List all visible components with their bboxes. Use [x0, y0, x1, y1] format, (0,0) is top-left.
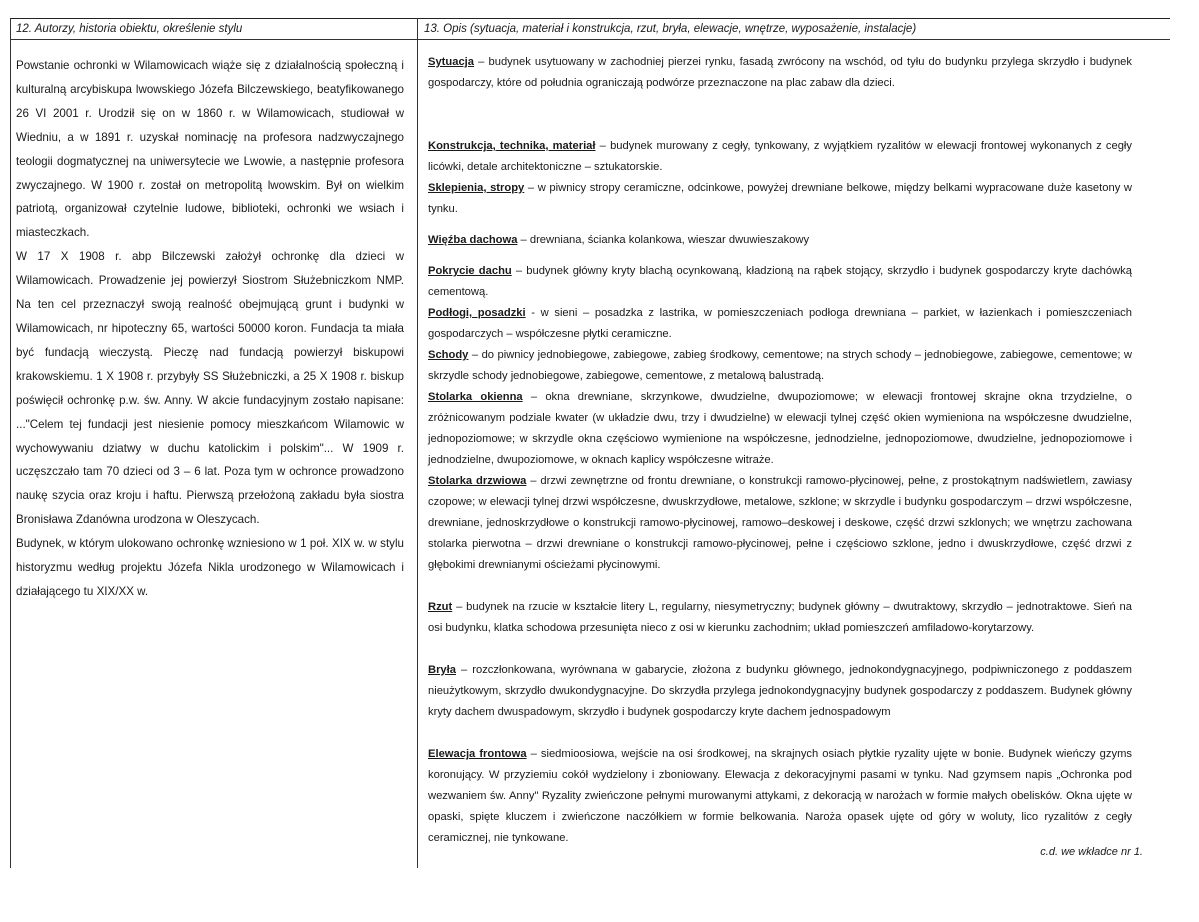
section-stairs: [428, 345, 1132, 387]
section-text: – drzwi zewnętrzne od frontu drewniane, o konstrukcji ramowo-płycinowej, pełne, z prostokątnym nadświetlem, zawiasy czopowe; w elewacji tylnej drzwi współczesne, dwuskrzydłowe, metalowe, szklone; w skrzydle i budynku gospodarczym – drzwi współczesne, drewniane, jednoskrzydłowe o konstrukcji ramowo-płycinowej, ramowo–deskowej i deskowe, część drzwi szklonych; we wnętrzu zachowana stolarka pierwotna – drzwi drewniane o konstrukcji ramowo-płycinowej, pełne i częściowo szklone, jedno i dwuskrzydłowe, część drzwi z głębokimi drewnianymi ościeżami płycinowymi.: [428, 475, 1132, 571]
section-roof-covering: [428, 261, 1132, 303]
section-doors: [428, 471, 1132, 576]
section-label: Konstrukcja, technika, materiał: [428, 140, 596, 152]
section-label: Podłogi, posadzki: [428, 307, 526, 319]
section-text: – siedmioosiowa, wejście na osi środkowej, na skrajnych osiach płytkie ryzality ujęte w bonie. Budynek wieńczy gzyms koronujący. W przyziemiu cokół wydzielony i zboniowany. Elewacja z dekoracyjnymi pasami w tynku. Nad gzymsem napis „Ochronka pod wezwaniem św. Anny" Ryzality zwieńczone pełnymi murowanymi attykami, z dekoracją w narożach w formie małych obelisków. Okna ujęte w opaski, spięte kluczem i zwieńczone naczółkiem w formie belkowania. Naroża opasek ujęte od góry w woluty, lico ryzalitów z cegły ceramicznej, nie tynkowane.: [428, 748, 1132, 844]
section-floors: [428, 303, 1132, 345]
section-construction: [428, 136, 1132, 178]
right-column-body: [428, 52, 1132, 849]
section-front-elevation: [428, 744, 1132, 849]
continuation-note: c.d. we wkładce nr 1.: [1040, 846, 1143, 858]
section-text: – do piwnicy jednobiegowe, zabiegowe, zabieg środkowy, cementowe; na strych schody – jednobiegowe, zabiegowe, cementowe; w skrzydle schody jednobiegowe, zabiegowe, cementowe, z metalową balustradą.: [428, 349, 1132, 382]
section-text: – budynek główny kryty blachą ocynkowaną, kładzioną na rąbek stojący, skrzydło i budynek gospodarczy kryte dachówką cementową.: [428, 265, 1132, 298]
section-text: – budynek usytuowany w zachodniej pierzei rynku, fasadą zwrócony na wschód, od tyłu do budynku przylega skrzydło i budynek gospodarczy, które od południa ograniczają podwórze przeznaczone na plac zabaw dla dzieci.: [428, 56, 1132, 89]
section-text: – rozczłonkowana, wyrównana w gabarycie, złożona z budynku głównego, jednokondygnacyjnego, podpiwniczonego z poddaszem nieużytkowym, skrzydło dwukondygnacyjne. Do skrzydła przylega jednokondygnacyjny budynek gospodarczy z poddaszem. Budynek główny kryty dachem dwuspadowym, skrzydło i budynek gospodarczy kryte dachem jednospadowym: [428, 664, 1132, 718]
history-paragraph: W 17 X 1908 r. abp Bilczewski założył ochronkę dla dzieci w Wilamowicach. Prowadzenie jej powierzył Siostrom Służebniczkom NMP. Na ten cel przeznaczył swoją realność obejmującą grunt i budynki w Wilamowicach, nr hipoteczny 65, wartości 50000 koron. Fundacja ta miała być fundacją wieczystą. Pieczę nad fundacją powierzył biskupowi krakowskiemu. 1 X 1908 r. przybyły SS Służebniczki, a 25 X 1908 r. biskup poświęcił ochronkę p.w. św. Anny. W akcie fundacyjnym zostało napisane: ..."Celem tej fundacji jest niesienie pomocy mieszkańcom Wilamowic w wychowywaniu dziatwy w duchu katolickim i polskim"... W 1909 r. uczęszczało tam 70 dzieci od 3 – 6 lat. Poza tym w ochronce prowadzono naukę szycia oraz kroju i haftu. Pierwszą przełożoną zakładu była siostra Bronisława Zdanówna urodzona w Oleszycach.: [16, 250, 404, 527]
section-label: Schody: [428, 349, 469, 361]
section-roof-truss: [428, 230, 1132, 251]
section-label: Sklepienia, stropy: [428, 182, 525, 194]
section-windows: [428, 387, 1132, 471]
section-label: Stolarka okienna: [428, 391, 523, 403]
section-plan: [428, 597, 1132, 639]
section-label: Bryła: [428, 664, 456, 676]
section-label: Elewacja frontowa: [428, 748, 527, 760]
section-text: – drewniana, ścianka kolankowa, wieszar dwuwieszakowy: [517, 234, 810, 246]
left-heading-underline: [10, 39, 417, 40]
section-text: – w piwnicy stropy ceramiczne, odcinkowe, powyżej drewniane belkowe, między belkami wypracowane duże kasetony w tynku.: [428, 182, 1132, 215]
history-paragraph: Budynek, w którym ulokowano ochronkę wzniesiono w 1 poł. XIX w. w stylu historyzmu według projektu Józefa Nikla urodzonego w Wilamowicach i działającego tu XIX/XX w.: [16, 537, 404, 598]
section-label: Sytuacja: [428, 56, 475, 68]
section-situation: [428, 52, 1132, 94]
history-paragraph: Powstanie ochronki w Wilamowicach wiąże się z działalnością społeczną i kulturalną arcybiskupa lwowskiego Józefa Bilczewskiego, beatyfikowanego 26 VI 2001 r. Urodził się on w 1860 r. w Wilamowicach, studiował w Wiedniu, a w 1891 r. uzyskał nominację na profesora nadzwyczajnego teologii dogmatycznej na uniwersytecie we Lwowie, a następnie profesora zwyczajnego. W 1900 r. został on metropolitą lwowskim. Był on wielkim patriotą, organizował czytelnie ludowe, biblioteki, ochronki we wsiach i miasteczkach.: [16, 59, 404, 240]
left-column-heading: 12. Autorzy, historia obiektu, określenie stylu: [16, 23, 243, 35]
right-heading-underline: [417, 39, 1170, 40]
column-divider: [417, 18, 418, 868]
left-border: [10, 18, 11, 868]
top-rule: [10, 18, 1170, 19]
section-text: – okna drewniane, skrzynkowe, dwudzielne, dwupoziomowe; w elewacji frontowej skrajne okna trzydzielne, o zróżnicowanym podziale kwater (w układzie dwu, trzy i dwudzielne) w elewacji tylnej część okien wymieniona na współczesne dwudzielne, jednopoziomowe; w skrzydle okna częściowo wymienione na współczesne, jednodzielne, jednopoziomowe, dwudzielne, jednopoziomowe i jednodzielne, dwupoziomowe, w oknach kaplicy współczesne witraże.: [428, 391, 1132, 466]
section-label: Stolarka drzwiowa: [428, 475, 527, 487]
section-label: Rzut: [428, 601, 453, 613]
section-text: – budynek murowany z cegły, tynkowany, z wyjątkiem ryzalitów w elewacji frontowej wykonanych z cegły licówki, detale architektoniczne – sztukatorskie.: [428, 140, 1133, 173]
left-column-body: [16, 54, 404, 604]
section-vaults: [428, 178, 1132, 220]
section-label: Pokrycie dachu: [428, 265, 512, 277]
section-text: – budynek na rzucie w kształcie litery L, regularny, niesymetryczny; budynek główny – dwutraktowy, skrzydło – jednotraktowe. Sień na osi budynku, klatka schodowa przesunięta nieco z osi w kierunku zachodnim; układ pomieszczeń amfiladowo-korytarzowy.: [428, 601, 1132, 634]
section-label: Więźba dachowa: [428, 234, 518, 246]
section-massing: [428, 660, 1132, 723]
right-column-heading: 13. Opis (sytuacja, materiał i konstrukcja, rzut, bryła, elewacje, wnętrze, wyposażenie, instalacje): [424, 23, 917, 35]
section-text: - w sieni – posadzka z lastrika, w pomieszczeniach podłoga drewniana – parkiet, w łazienkach i pomieszczeniach gospodarczych – współczesne płytki ceramiczne.: [428, 307, 1132, 340]
